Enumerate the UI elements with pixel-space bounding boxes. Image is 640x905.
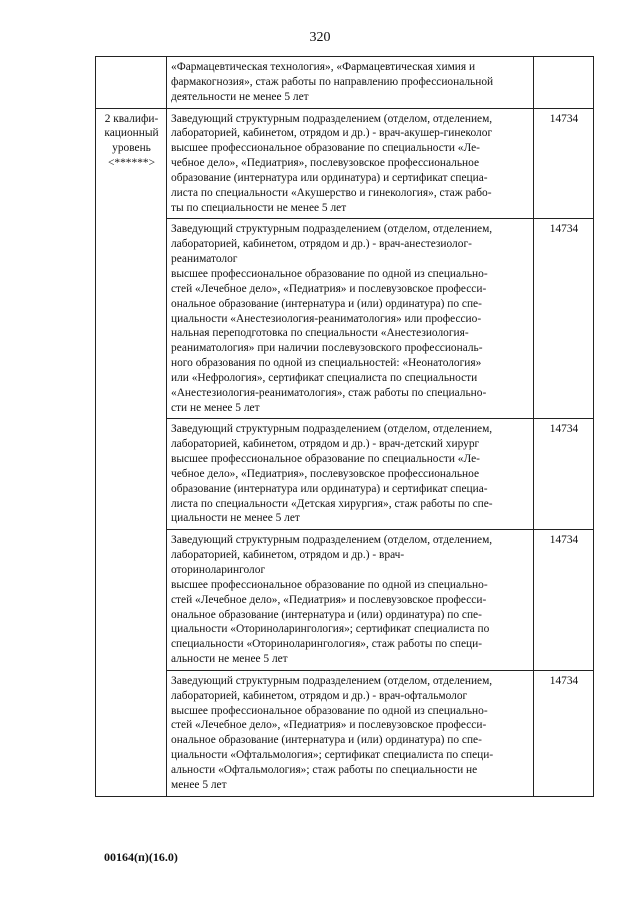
position-description bbox=[167, 530, 534, 671]
text-line: альности не менее 5 лет bbox=[171, 653, 288, 666]
text-line: нальная переподготовка по специальности «Анестезиология- bbox=[171, 327, 469, 340]
text-line: «Фармацевтическая технология», «Фармацевтическая химия и bbox=[171, 61, 476, 73]
position-code: 14734 bbox=[534, 419, 594, 530]
table-row-continuation bbox=[96, 57, 594, 109]
text-line: высшее профессиональное образование по специальности «Ле- bbox=[171, 453, 480, 466]
text-line: ты по специальности не менее 5 лет bbox=[171, 201, 347, 214]
level-line: уровень bbox=[112, 142, 151, 155]
level-line: кационный bbox=[104, 127, 159, 140]
text-line: лабораторией, кабинетом, отрядом и др.) - врач-акушер-гинеколог bbox=[171, 127, 493, 140]
table-row bbox=[96, 419, 594, 530]
text-line: высшее профессиональное образование по одной из специально- bbox=[171, 704, 488, 717]
text-line: оториноларинголог bbox=[171, 564, 266, 576]
text-line: Заведующий структурным подразделением (отделом, отделением, bbox=[171, 674, 493, 687]
text-line: деятельности не менее 5 лет bbox=[171, 90, 309, 103]
text-line: лабораторией, кабинетом, отрядом и др.) - врач- bbox=[171, 549, 405, 562]
continuation-text bbox=[167, 57, 534, 109]
text-line: сти не менее 5 лет bbox=[171, 401, 260, 414]
qualification-level-cell bbox=[96, 108, 167, 796]
position-code: 14734 bbox=[534, 530, 594, 671]
text-line: образование (интернатура или ординатура) и сертификат специа- bbox=[171, 171, 488, 184]
position-description bbox=[167, 419, 534, 530]
text-line: Заведующий структурным подразделением (отделом, отделением, bbox=[171, 223, 493, 236]
text-line: чебное дело», «Педиатрия», послевузовское профессиональное bbox=[171, 157, 480, 170]
position-description bbox=[167, 219, 534, 419]
text-line: стей «Лечебное дело», «Педиатрия» и послевузовское професси- bbox=[171, 593, 487, 606]
text-line: или «Нефрология», сертификат специалиста по специальности bbox=[171, 371, 478, 384]
position-code: 14734 bbox=[534, 108, 594, 219]
text-line: высшее профессиональное образование по одной из специально- bbox=[171, 578, 488, 591]
text-line: специальности «Оториноларингология», стаж работы по специ- bbox=[171, 638, 483, 651]
code-cell-empty bbox=[534, 57, 594, 109]
text-line: ного образования по одной из специальностей: «Неонатология» bbox=[171, 357, 482, 370]
page-number: 320 bbox=[309, 30, 331, 45]
level-line: <******> bbox=[107, 157, 156, 170]
qualification-table bbox=[95, 56, 594, 797]
text-line: ональное образование (интернатура и (или) ординатура) по спе- bbox=[171, 297, 482, 310]
text-line: альности «Офтальмология»; стаж работы по специальности не bbox=[171, 763, 478, 776]
text-line: стей «Лечебное дело», «Педиатрия» и послевузовское професси- bbox=[171, 719, 487, 732]
table-row bbox=[96, 530, 594, 671]
level-line: 2 квалифи- bbox=[104, 112, 159, 125]
text-line: лабораторией, кабинетом, отрядом и др.) - врач-детский хирург bbox=[171, 438, 480, 451]
position-description bbox=[167, 108, 534, 219]
text-line: реаниматолог bbox=[171, 253, 238, 266]
text-line: чебное дело», «Педиатрия», послевузовское профессиональное bbox=[171, 467, 480, 480]
text-line: Заведующий структурным подразделением (отделом, отделением, bbox=[171, 534, 493, 547]
text-line: циальности «Анестезиология-реаниматология» или профессио- bbox=[171, 312, 482, 325]
table-body bbox=[96, 57, 594, 797]
text-line: высшее профессиональное образование по одной из специально- bbox=[171, 267, 488, 280]
table-row bbox=[96, 219, 594, 419]
text-line: менее 5 лет bbox=[171, 778, 227, 791]
text-line: образование (интернатура или ординатура) и сертификат специа- bbox=[171, 482, 488, 495]
text-line: высшее профессиональное образование по специальности «Ле- bbox=[171, 142, 480, 155]
position-code: 14734 bbox=[534, 670, 594, 796]
position-code: 14734 bbox=[534, 219, 594, 419]
text-line: ональное образование (интернатура и (или) ординатура) по спе- bbox=[171, 608, 482, 621]
document-code: 00164(п)(16.0) bbox=[104, 850, 178, 864]
text-line: реаниматология» при наличии послевузовского профессиональ- bbox=[171, 342, 483, 355]
table-row bbox=[96, 108, 594, 219]
text-line: «Анестезиология-реаниматология», стаж работы по специально- bbox=[171, 386, 487, 399]
level-cell-empty bbox=[96, 57, 167, 109]
text-line: фармакогнозия», стаж работы по направлению профессиональной bbox=[171, 75, 494, 88]
text-line: листа по специальности «Акушерство и гинекология», стаж рабо- bbox=[171, 186, 492, 199]
text-line: циальности «Офтальмология»; сертификат специалиста по специ- bbox=[171, 749, 494, 762]
text-line: лабораторией, кабинетом, отрядом и др.) - врач-анестезиолог- bbox=[171, 238, 472, 251]
table-row bbox=[96, 670, 594, 796]
text-line: Заведующий структурным подразделением (отделом, отделением, bbox=[171, 112, 493, 125]
text-line: листа по специальности «Детская хирургия», стаж работы по спе- bbox=[171, 497, 493, 510]
text-line: Заведующий структурным подразделением (отделом, отделением, bbox=[171, 423, 493, 436]
text-line: циальности «Оториноларингология»; сертификат специалиста по bbox=[171, 623, 490, 636]
text-line: ональное образование (интернатура и (или) ординатура) по спе- bbox=[171, 734, 482, 747]
text-line: циальности не менее 5 лет bbox=[171, 512, 300, 525]
position-description bbox=[167, 670, 534, 796]
text-line: лабораторией, кабинетом, отрядом и др.) - врач-офтальмолог bbox=[171, 689, 468, 702]
text-line: стей «Лечебное дело», «Педиатрия» и послевузовское професси- bbox=[171, 282, 487, 295]
